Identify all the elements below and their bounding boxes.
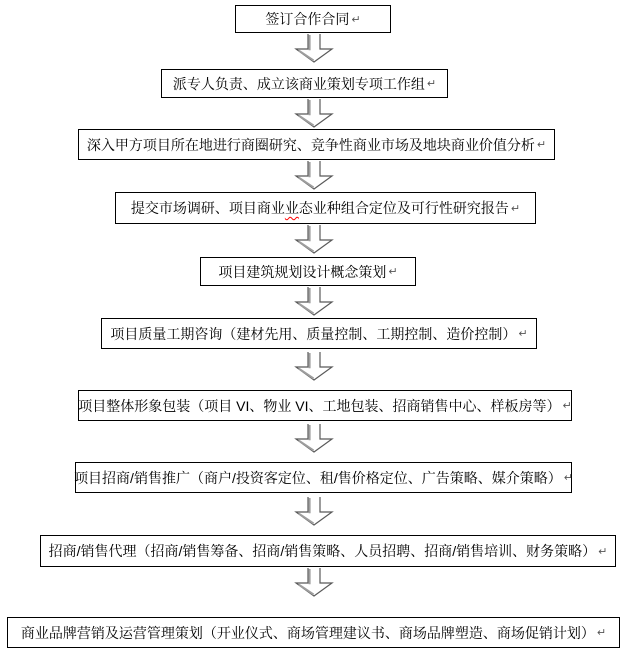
- flow-step-2: [161, 69, 448, 98]
- down-arrow-icon: [292, 352, 336, 381]
- down-arrow-icon: [292, 99, 336, 128]
- flow-step-6: [101, 318, 537, 349]
- down-arrow-icon: [292, 497, 336, 526]
- paragraph-mark: ↵: [426, 78, 437, 90]
- down-arrow-icon: [292, 34, 336, 63]
- flow-step-3-label: 深入甲方项目所在地进行商圈研究、竞争性商业市场及地块商业价值分析: [86, 136, 535, 153]
- flow-step-9-label: 招商/销售代理（招商/销售筹备、招商/销售策略、人员招聘、招商/销售培训、财务策略）: [48, 543, 597, 559]
- flow-step-4-text-pre: 提交市场调研、项目商业: [130, 200, 285, 216]
- down-arrow-icon: [292, 225, 336, 254]
- flow-step-4: [115, 192, 536, 224]
- paragraph-mark: ↵: [562, 400, 572, 412]
- spellcheck-underlined-text: 业: [284, 200, 299, 216]
- flow-step-8-label: 项目招商/销售推广（商户/投资客定位、租/售价格定位、广告策略、媒介策略）: [74, 469, 562, 486]
- flow-step-10-label: 商业品牌营销及运营管理策划（开业仪式、商场管理建议书、商场品牌塑造、商场促销计划）: [20, 624, 595, 641]
- flow-step-5-label: 项目建筑规划设计概念策划: [218, 263, 387, 280]
- flow-step-8: [75, 462, 572, 493]
- paragraph-mark: ↵: [510, 202, 521, 215]
- down-arrow-icon: [292, 161, 336, 190]
- flow-step-5: [200, 257, 416, 286]
- paragraph-mark: ↵: [598, 545, 608, 558]
- down-arrow-icon: [292, 287, 336, 316]
- flow-step-2-label: 派专人负责、成立该商业策划专项工作组: [172, 75, 425, 92]
- paragraph-mark: ↵: [596, 627, 607, 639]
- flow-step-7-label: 项目整体形象包装（项目 VI、物业 VI、工地包装、招商销售中心、样板房等）: [78, 397, 561, 414]
- flow-step-10: [7, 617, 620, 648]
- paragraph-mark: ↵: [388, 266, 398, 278]
- flow-step-1-label: 签订合作合同: [265, 11, 350, 27]
- down-arrow-icon: [292, 424, 336, 453]
- flow-step-6-label: 项目质量工期咨询（建材先用、质量控制、工期控制、造价控制）: [110, 325, 517, 342]
- flow-step-9: [40, 535, 616, 567]
- down-arrow-icon: [292, 568, 336, 597]
- flow-step-4-label: [131, 201, 509, 215]
- paragraph-mark: ↵: [351, 13, 361, 26]
- paragraph-mark: ↵: [563, 472, 573, 484]
- flow-step-4-text-post: 态业种组合定位及可行性研究报告: [298, 200, 509, 216]
- paragraph-mark: ↵: [536, 139, 547, 151]
- flow-step-1: [235, 5, 391, 33]
- flow-step-7: [78, 390, 572, 421]
- paragraph-mark: ↵: [518, 328, 528, 340]
- flow-step-3: [78, 129, 555, 160]
